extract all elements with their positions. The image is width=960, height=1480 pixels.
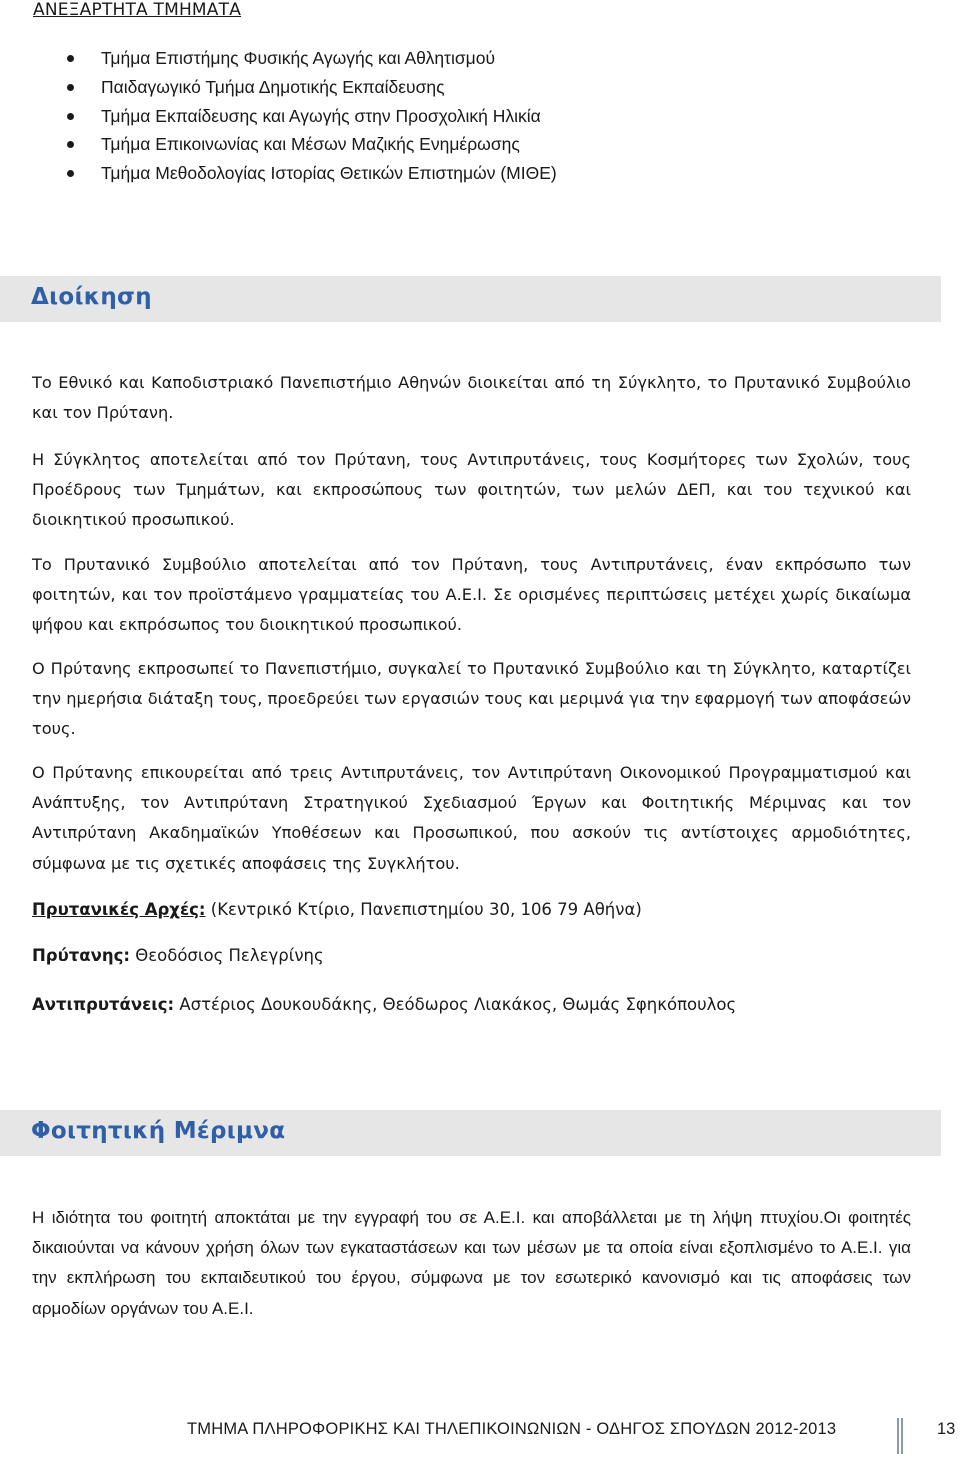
administration-paragraph-4: Ο Πρύτανης εκπροσωπεί το Πανεπιστήμιο, συγκαλεί το Πρυτανικό Συμβούλιο και τη Σύγκλητο, καταρτίζει την ημερήσια διάταξη τους, προεδρεύει των εργασιών τους και μεριμνά για την εφαρμογή των αποφάσεών τους.	[32, 659, 911, 739]
administration-paragraph-1: Το Εθνικό και Καποδιστριακό Πανεπιστήμιο Αθηνών διοικείται από τη Σύγκλητο, το Πρυτανικό Συμβούλιο και τον Πρύτανη.	[32, 373, 911, 423]
rector-authorities-address: (Κεντρικό Κτίριο, Πανεπιστημίου 30, 106 79 Αθήνα)	[205, 900, 642, 919]
student-welfare-title: Φοιτητική Μέριμνα	[31, 1118, 286, 1144]
vice-rectors-label: Αντιπρυτάνεις:	[32, 995, 175, 1014]
footer-divider	[897, 1418, 899, 1454]
administration-header-band	[0, 276, 941, 322]
administration-paragraph-2: Η Σύγκλητος αποτελείται από τον Πρύτανη, τους Αντιπρυτάνεις, τους Κοσμήτορες των Σχολών, τους Προέδρους των Τμημάτων, και εκπροσώπους των φοιτητών, των μελών ΔΕΠ, και του τεχνικού και διοικητικού προσωπικού.	[32, 450, 911, 530]
rector-line	[32, 946, 324, 965]
list-item: Τμήμα Εκπαίδευσης και Αγωγής στην Προσχολική Ηλικία	[64, 102, 557, 131]
bullet-icon	[67, 141, 74, 148]
administration-title: Διοίκηση	[31, 284, 152, 310]
vice-rectors-line	[32, 995, 736, 1014]
list-item: Τμήμα Επικοινωνίας και Μέσων Μαζικής Ενημέρωσης	[64, 130, 557, 159]
list-item: Τμήμα Μεθοδολογίας Ιστορίας Θετικών Επιστημών (ΜΙΘΕ)	[64, 159, 557, 188]
bullet-icon	[67, 113, 74, 120]
bullet-icon	[67, 84, 74, 91]
bullet-icon	[67, 170, 74, 177]
bullet-icon	[67, 55, 74, 62]
footer-divider	[901, 1418, 903, 1454]
rector-authorities-label: Πρυτανικές Αρχές:	[32, 900, 206, 919]
section-heading-independent-departments: ΑΝΕΞΑΡΤΗΤΑ ΤΜΗΜΑΤΑ	[33, 0, 242, 20]
page-number: 13	[937, 1420, 956, 1438]
rector-authorities-line	[32, 900, 642, 919]
vice-rectors-names: Αστέριος Δουκουδάκης, Θεόδωρος Λιακάκος, Θωμάς Σφηκόπουλος	[174, 995, 737, 1014]
rector-label: Πρύτανης:	[32, 946, 130, 965]
administration-paragraph-3: Το Πρυτανικό Συμβούλιο αποτελείται από τον Πρύτανη, τους Αντιπρυτάνεις, έναν εκπρόσωπο των φοιτητών, και τον προϊστάμενο γραμματείας του Α.Ε.Ι. Σε ορισμένες περιπτώσεις μετέχει χωρίς δικαίωμα ψήφου και εκπρόσωπος του διοικητικού προσωπικού.	[32, 555, 911, 635]
rector-name: Θεοδόσιος Πελεγρίνης	[130, 946, 324, 965]
administration-paragraph-5: Ο Πρύτανης επικουρείται από τρεις Αντιπρυτάνεις, τον Αντιπρύτανη Οικονομικού Προγραμματισμού και Ανάπτυξης, τον Αντιπρύτανη Στρατηγικού Σχεδιασμού Έργων και Φοιτητικής Μέριμνας και τον Αντιπρύτανη Ακαδημαϊκών Υποθέσεων και Προσωπικού, που ασκούν τις αντίστοιχες αρμοδιότητες, σύμφωνα με τις σχετικές αποφάσεις της Συγκλήτου.	[32, 763, 911, 873]
list-item: Παιδαγωγικό Τμήμα Δημοτικής Εκπαίδευσης	[64, 73, 557, 102]
footer-text: ΤΜΗΜΑ ΠΛΗΡΟΦΟΡΙΚΗΣ ΚΑΙ ΤΗΛΕΠΙΚΟΙΝΩΝΙΩΝ - ΟΔΗΓΟΣ ΣΠΟΥΔΩΝ 2012-2013	[187, 1420, 837, 1438]
list-item: Τμήμα Επιστήμης Φυσικής Αγωγής και Αθλητισμού	[64, 44, 557, 73]
student-welfare-paragraph: Η ιδιότητα του φοιτητή αποκτάται με την εγγραφή του σε Α.Ε.Ι. και αποβάλλεται με τη λήψη πτυχίου.Οι φοιτητές δικαιούνται να κάνουν χρήση όλων των εγκαταστάσεων και των μέσων με τα οποία είναι εξοπλισμένο το Α.Ε.Ι. για την εκπλήρωση του εκπαιδευτικού του έργου, σύμφωνα με τον εσωτερικό κανονισμό και τις αποφάσεις των αρμοδίων οργάνων του Α.Ε.Ι.	[32, 1208, 911, 1318]
departments-list	[64, 44, 557, 188]
student-welfare-header-band	[0, 1110, 941, 1156]
